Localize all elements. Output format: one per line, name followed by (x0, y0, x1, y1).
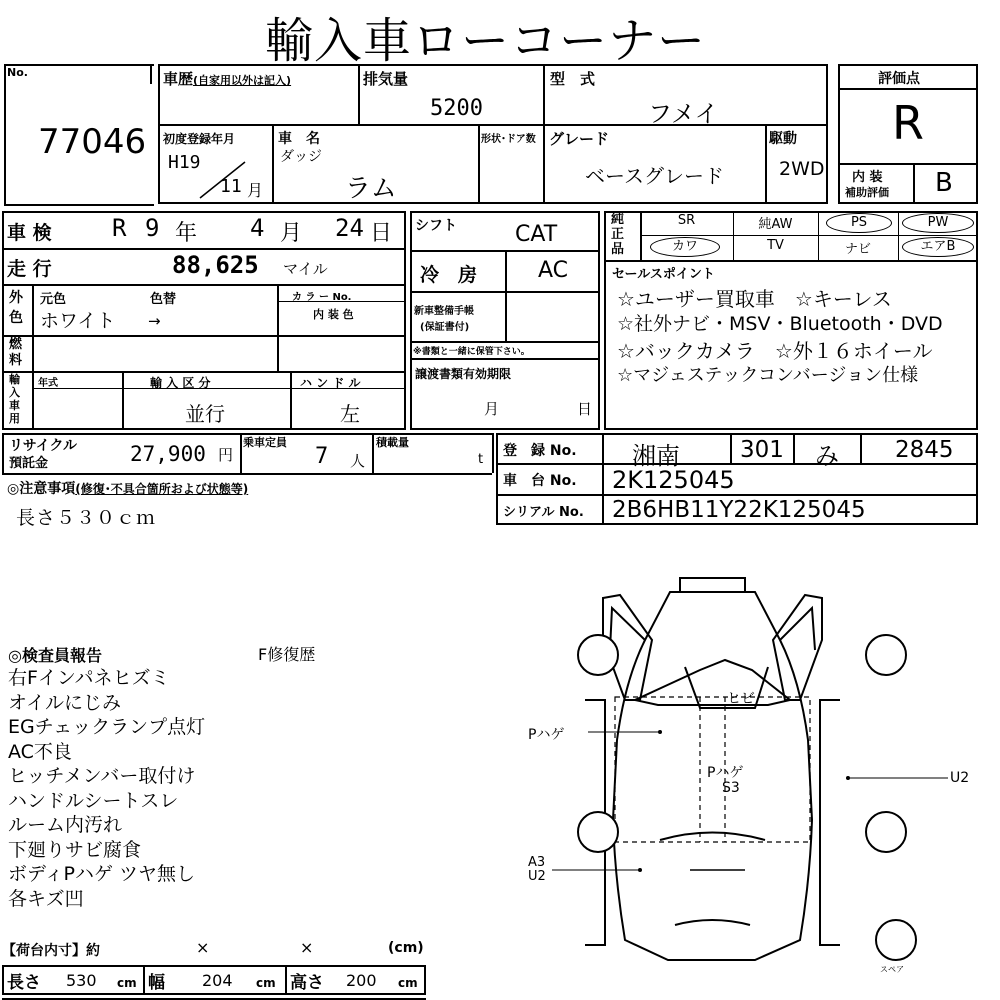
wheel-rear-left (578, 812, 618, 852)
load-unit: t (478, 452, 484, 467)
lot-number: 77046 (38, 122, 147, 162)
mileage-value: 88,625 (172, 251, 259, 279)
equip-label: 純正品 (611, 212, 625, 257)
import-label: 輸入車用 (9, 373, 20, 425)
bed-length: 530 (66, 971, 97, 990)
shaken-month-unit: 月 (280, 221, 303, 246)
equip-ps-label: PS (850, 215, 868, 230)
inspector-item: 下廻りサビ腐食 (8, 838, 142, 861)
inspector-label: ◎検査員報告 (8, 646, 102, 665)
recycle-label: リサイクル (9, 438, 78, 454)
shaken-day: 24 (335, 214, 364, 242)
drive-label: 駆動 (769, 131, 797, 147)
sales-point-3: ☆バックカメラ ☆外１６ホイール (617, 339, 933, 363)
bed-times-1: × (196, 938, 210, 957)
reg-kana: み (815, 442, 839, 470)
bed-height-unit: cm (398, 976, 418, 990)
interior-score-value: B (935, 168, 953, 198)
shift-value: CAT (515, 222, 558, 247)
interior-color-label: 内 装 色 (313, 308, 354, 321)
wheel-front-right (866, 635, 906, 675)
reg-area: 湘南 (632, 442, 680, 470)
nenshiki-label: 年式 (38, 378, 58, 389)
bed-width-unit: cm (256, 976, 276, 990)
color-no-label: カ ラ ー No. (292, 292, 352, 303)
transfer-day: 日 (577, 400, 593, 418)
grade-label: グレード (549, 130, 610, 148)
color-arrow: → (148, 312, 161, 330)
bed-unit: (cm) (388, 940, 424, 956)
diagram-spare-label: スペア (880, 965, 904, 974)
sales-point-2: ☆社外ナビ・MSV・Bluetooth・DVD (617, 313, 943, 335)
bed-height-label: 高さ (290, 973, 324, 993)
recycle-yen-unit: 円 (218, 446, 234, 464)
wheel-rear-right (866, 812, 906, 852)
recycle-sub-label: 預託金 (9, 456, 49, 471)
bed-length-unit: cm (117, 976, 137, 990)
notes-label-text: ◎注意事項 (7, 481, 76, 497)
repaint-label: 色替 (150, 292, 177, 307)
inspector-item: 右Fインパネヒズミ (8, 667, 170, 689)
shaken-year-unit: 年 (175, 221, 198, 246)
warranty-note: ※書類と一緒に保管下さい。 (413, 347, 530, 357)
serial-label: シリアル No. (503, 505, 584, 520)
inspector-item: ルーム内汚れ (8, 814, 123, 836)
inspector-item: オイルにじみ (8, 691, 122, 714)
interior-label: 内 装 (852, 170, 883, 185)
orig-color-label: 元色 (40, 292, 67, 307)
diagram-rear-left-label-2: U2 (528, 869, 546, 884)
notes-text: 長さ５３０ｃｍ (16, 507, 157, 529)
ac-value: AC (538, 258, 569, 283)
mileage-unit: マイル (283, 260, 328, 278)
serial-number: 2B6HB11Y22K125045 (612, 497, 866, 523)
inspector-item: ボディPハゲ ツヤ無し (8, 863, 195, 885)
shift-label: シフト (415, 218, 457, 234)
import-type-value: 並行 (185, 402, 225, 426)
recycle-value: 27,900 (130, 442, 206, 466)
history-label-text: 車歴 (163, 70, 194, 88)
drive-value: 2WD (779, 158, 825, 180)
sales-point-1: ☆ユーザー買取車 ☆キーレス (617, 287, 892, 311)
bed-times-2: × (300, 938, 314, 957)
no-label: No. (7, 66, 28, 79)
inspector-item: ハンドルシートスレ (8, 789, 179, 812)
capacity-value: 7 (315, 444, 329, 469)
bed-width-label: 幅 (148, 973, 165, 993)
door-label: 形状･ドア数 (481, 134, 536, 145)
exterior-label: 外色 (9, 290, 23, 326)
bed-width: 204 (202, 971, 233, 990)
fuel-label: 燃料 (9, 337, 23, 368)
diagram-right-side-label: U2 (950, 770, 970, 786)
transfer-label: 譲渡書類有効期限 (415, 367, 512, 381)
grade-value: ベースグレード (585, 164, 724, 188)
reg-number: 2845 (895, 437, 954, 463)
sales-point-4: ☆マジェステックコンバージョン仕様 (617, 365, 919, 386)
sales-points-label: セールスポイント (612, 267, 715, 282)
capacity-label: 乗車定員 (243, 436, 287, 449)
import-type-label: 輸 入 区 分 (150, 376, 211, 390)
handle-label: ハ ン ド ル (300, 376, 361, 390)
capacity-unit: 人 (350, 452, 366, 470)
model-value: フメイ (648, 100, 719, 128)
wheel-front-left (578, 635, 618, 675)
interior-sub-label: 補助評価 (845, 186, 889, 199)
inspector-item: 各キズ凹 (8, 887, 84, 910)
displacement-label: 排気量 (363, 70, 409, 88)
equip-tv-label: TV (767, 238, 784, 253)
car-name-value: ラム (345, 174, 397, 204)
color-value: ホワイト (40, 310, 116, 332)
equip-navi-label: ナビ (844, 242, 871, 257)
equip-aw-label: 純AW (758, 217, 793, 232)
repair-history: F修復歴 (258, 645, 316, 664)
transfer-month: 月 (484, 400, 500, 418)
shaken-label: 車 検 (7, 222, 52, 244)
page-title: 輸入車ローコーナー (265, 13, 707, 69)
inspector-item: EGチェックランプ点灯 (8, 716, 206, 738)
ac-label: 冷 房 (420, 264, 478, 286)
shaken-year: 9 (145, 214, 160, 242)
inspector-item: AC不良 (8, 740, 72, 763)
bed-length-label: 長さ (7, 973, 41, 993)
inspector-item: ヒッチメンバー取付け (8, 765, 196, 787)
first-reg-label: 初度登録年月 (163, 132, 236, 146)
diagram-rear-left-label-1: A3 (528, 855, 546, 870)
warranty-label: 新車整備手帳 (414, 306, 474, 317)
equip-sr-label: SR (677, 213, 696, 228)
load-label: 積載量 (376, 436, 409, 449)
first-reg-month-unit: 月 (247, 181, 264, 200)
handle-value: 左 (340, 402, 360, 426)
car-name-label: 車 名 (278, 131, 320, 147)
equip-leather-label: カワ (671, 239, 698, 254)
displacement-value: 5200 (430, 96, 483, 121)
reg-label: 登 録 No. (503, 443, 577, 459)
make-value: ダッジ (280, 149, 322, 165)
first-reg-month: 11 (220, 176, 242, 197)
diagram-roof-label: Pハゲ (707, 765, 744, 781)
first-reg-year: H19 (168, 152, 201, 173)
equip-airbag-label: エアB (920, 239, 956, 254)
mileage-label: 走 行 (7, 258, 52, 280)
model-label: 型 式 (550, 70, 596, 88)
bed-label: 【荷台内寸】約 (2, 943, 100, 959)
diagram-windshield-label: ヒビ (727, 691, 755, 707)
shaken-month: 4 (250, 214, 265, 242)
score-value: R (892, 96, 924, 150)
bed-height: 200 (346, 971, 377, 990)
diagram-left-side-label: Pハゲ (528, 727, 565, 743)
spare-wheel (876, 920, 916, 960)
history-note: (自家用以外は記入) (193, 74, 292, 87)
chassis-number: 2K125045 (612, 466, 735, 494)
shaken-day-unit: 日 (370, 221, 393, 246)
warranty-sub-label: (保証書付) (420, 322, 470, 333)
chassis-label: 車 台 No. (503, 473, 577, 489)
score-label: 評価点 (878, 71, 920, 87)
reg-class: 301 (740, 437, 784, 463)
notes-sub-label: (修復･不具合箇所および状態等) (75, 482, 249, 496)
equip-pw-label: PW (927, 215, 949, 230)
shaken-era: R (112, 214, 127, 242)
diagram-roof-label-2: S3 (722, 780, 740, 796)
